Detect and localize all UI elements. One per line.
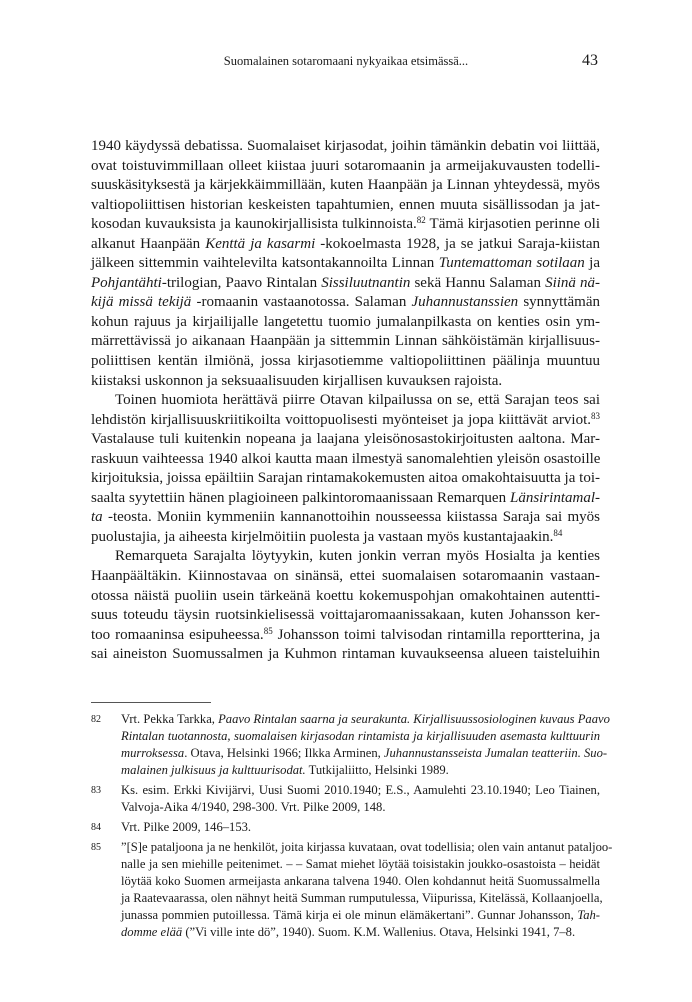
text-run: synnyttämän [518, 294, 600, 311]
text-line [91, 235, 600, 255]
text-run: Haanpäältäkin. Kiinnostavaa on sinänsä, ettei suomalaisen sotaromaanin vastaan- [91, 568, 600, 585]
text-line [91, 469, 600, 489]
text-run: otossa näistä puoliin usein tärkeänä koettu kokemuspohjan omakohtainen autentti- [91, 587, 600, 604]
text-line [91, 587, 600, 607]
text-run: ovat toistuvimmillaan olleet kiistaa juuri sotaromaanin ja armeijakuvausten todelli- [91, 157, 600, 174]
text-run: märrettävissä jo aikanaan Haanpään ja sittemmin Linnan sähköistämän kirjallisuus- [91, 333, 600, 350]
text-run: kirjoituksia, joissa epäiltiin Sarajan rintamakokemusten aitoa omakohtaisuutta ja toi- [91, 470, 600, 487]
footnote-line [121, 728, 600, 745]
italic-text: Länsirintamal- [509, 489, 600, 506]
text-run: 1940 käydyssä debatissa. Suomalaiset kirjasodat, joihin tämänkin debatin voi liittää, [91, 138, 600, 154]
text-line [91, 567, 600, 587]
footnote-reference: 82 [416, 215, 426, 226]
text-run: -kokoelmasta 1928, ja se jatkui Saraja-kiistan [315, 235, 600, 252]
italic-text: Kenttä ja kasarmi [205, 235, 316, 252]
footnotes [91, 711, 613, 944]
text-line [91, 313, 600, 333]
italic-text: malainen julkisuus ja kulttuurisodat. [121, 763, 306, 777]
footnote-line [121, 924, 600, 941]
text-run: Remarqueta Sarajalta löytyykin, kuten jonkin verran myös Hosialta ja kenties [115, 548, 600, 565]
text-line [91, 606, 600, 626]
text-run: saalta syytettiin hänen plagioineen palkintoromaanissaan Remarquen [91, 489, 510, 506]
text-line [91, 430, 600, 450]
footnote-line [121, 890, 603, 907]
footnote-reference: 85 [263, 625, 273, 636]
text-line [91, 411, 600, 431]
text-run: -trilogian, Paavo Rintalan [161, 274, 322, 291]
footnote-line [121, 856, 600, 873]
text-run: Johansson toimi talvisodan rintamilla reportterina, ja [272, 626, 600, 643]
text-run: löytää koko Suomen armeijasta ankarana talvena 1940. Olen kohdannut heitä Suomussalmella [121, 874, 600, 888]
footnote-line [121, 819, 600, 836]
text-run: ”[S]e pataljoona ja ne henkilöt, joita kirjassa kuvataan, ovat todellisia; olen vain antanut pataljoo- [121, 840, 613, 854]
text-run: Tutkijaliitto, Helsinki 1989. [305, 763, 449, 777]
text-run: junassa pommien putoillessa. Tämä kirja ei ole minun elämäkertani”. Gunnar Johansson, [121, 908, 578, 922]
italic-text: Siinä nä- [545, 274, 600, 291]
text-run: jälkeen sittemmin vaihtelevilta katsontakannoilta Linnan [91, 255, 439, 272]
main-text [91, 137, 600, 665]
text-run: kosodan kuvauksista ja kaunokirjallisista tulkinnoista. [91, 216, 417, 233]
text-run: Vrt. Pekka Tarkka, [121, 712, 219, 726]
footnote-line [121, 711, 610, 728]
footnote-number: 82 [91, 714, 101, 725]
text-line [91, 332, 600, 352]
italic-text: Sissiluutnantin [321, 274, 411, 291]
text-line [91, 352, 600, 372]
text-run: Vastalause tuli kuitenkin nopeana ja laajana yleisönosastokirjoitusten aaltona. Mar- [91, 431, 600, 448]
text-run: -romaanin vastaanotossa. Salaman [191, 294, 412, 311]
text-run: puolustajia, ja aiheesta kirjelmöitiin puolesta ja vastaan myös kustantajaakin. [91, 528, 554, 545]
text-run: poliittisen kentän ilmiönä, jossa kirjasotiemme valtiopoliittinen päälinja muuntuu [91, 353, 600, 370]
text-run: nalle ja sen miehille peitenimet. – – Samat miehet löytää toisistakin joukko-osastoista – heidät [121, 857, 600, 871]
footnote-reference: 83 [591, 410, 600, 421]
page-number: 43 [582, 52, 598, 69]
text-run: Valvoja-Aika 4/1940, 298-300. Vrt. Pilke 2009, 148. [121, 800, 386, 814]
footnote-line [121, 873, 600, 890]
text-run: Vrt. Pilke 2009, 146–153. [121, 820, 252, 834]
footnote-number: 85 [91, 842, 101, 853]
text-run: raskuun vaihteessa 1940 alkoi kautta maan ilmestyä sanomalehtien yleisön osastoille [91, 450, 601, 467]
text-run: Ks. esim. Erkki Kivijärvi, Uusi Suomi 2010.1940; E.S., Aamulehti 23.10.1940; Leo Tiainen, [121, 783, 600, 797]
text-line [91, 293, 600, 313]
italic-text: Juhannustanssien [411, 294, 519, 311]
text-line [91, 372, 600, 392]
text-line [91, 626, 600, 646]
italic-text: kijä missä tekijä [91, 294, 192, 311]
italic-text: Tah- [577, 908, 600, 922]
text-run: ja [584, 255, 600, 272]
text-run: kohun rajuus ja kirjailijalle langetettu tuomio jumalanpilkasta on kenties osin ym- [91, 313, 600, 330]
text-run: (”Vi ville inte dö”, 1940). Suom. K.M. Wallenius. Otava, Helsinki 1941, 7–8. [182, 925, 576, 939]
footnote-line [121, 745, 608, 762]
text-line [91, 215, 600, 235]
italic-text: domme elää [121, 925, 183, 939]
text-run: too romaaninsa esipuheessa. [91, 626, 264, 643]
footnote [91, 782, 600, 816]
text-line [91, 157, 600, 177]
text-run: suuskäsityksestä ja kärjekkäimmillään, kuten Haanpään ja Linnan yhteydessä, myös [91, 177, 600, 194]
text-run: ja Raatevaarassa, olen nähnyt heitä Summan rumputulessa, Viipurissa, Kitelässä, Kollaanjoella, [121, 891, 603, 905]
text-run: kiistaksi uskonnon ja seksuaalisuuden kirjallisen kuvauksen rajoista. [91, 372, 503, 389]
running-title: Suomalainen sotaromaani nykyaikaa etsimässä... [223, 54, 469, 68]
text-line [91, 176, 600, 196]
text-line [91, 254, 600, 274]
footnote [91, 819, 600, 836]
italic-text: Paavo Rintalan saarna ja seurakunta. Kirjallisuussosiologinen kuvaus Paavo [218, 712, 610, 726]
italic-text: Rintalan tuotannosta, suomalaisen kirjasodan rintamista ja kirjallisuuden asemasta kulttuurin [121, 729, 600, 743]
footnote-reference: 84 [553, 527, 563, 538]
footnote-line [121, 782, 600, 799]
text-line [91, 489, 600, 509]
footnote-line [121, 799, 600, 816]
footnote-line [121, 762, 600, 779]
text-line [91, 450, 600, 470]
text-run: sai aineiston Suomussalmen ja Kuhmon rintaman kuvaukseensa alueen taisteluihin [91, 646, 600, 663]
footnote [91, 839, 613, 941]
footnote-separator [91, 702, 211, 703]
text-line [91, 508, 600, 528]
text-run: alkanut Haanpään [91, 235, 206, 252]
text-run: Toinen huomiota herättävä piirre Otavan kilpailussa on se, että Sarajan teos sai [115, 392, 600, 409]
text-line [91, 391, 600, 411]
footnote-line [121, 907, 600, 924]
text-line [91, 645, 600, 665]
text-line [91, 196, 600, 216]
text-run: lehdistön kirjallisuuskriitikoilta voittopuolisesti myönteiset ja jopa kiittävät arviot. [91, 411, 591, 428]
italic-text: ta [91, 509, 103, 526]
text-line [91, 528, 600, 548]
italic-text: Tuntemattoman sotilaan [438, 255, 585, 272]
text-run: suus toteudu täysin ruotsinkielisessä voittajaromaanissakaan, kuten Johansson ker- [91, 607, 600, 624]
text-line [91, 274, 600, 294]
footnote-line [121, 839, 613, 856]
text-run: valtiopoliittisen historian keskeisten tapahtumien, ennen muuta sisällissodan ja jat- [91, 196, 600, 213]
text-run: Tämä kirjasotien perinne oli [425, 216, 600, 233]
text-run: sekä Hannu Salaman [410, 274, 546, 291]
italic-text: Juhannustansseista Jumalan teatteriin. Suo- [383, 746, 608, 760]
text-run: . Otava, Helsinki 1966; Ilkka Arminen, [184, 746, 384, 760]
text-line [91, 137, 600, 157]
footnote [91, 711, 610, 779]
italic-text: Pohjantähti [91, 274, 162, 291]
italic-text: murroksessa [121, 746, 185, 760]
footnote-number: 83 [91, 785, 101, 796]
text-line [91, 547, 600, 567]
running-header [0, 52, 692, 72]
text-run: -teosta. Moniin kymmeniin kannanottoihin nousseessa kiistassa Saraja sai myös [102, 509, 600, 526]
footnote-number: 84 [91, 822, 101, 833]
